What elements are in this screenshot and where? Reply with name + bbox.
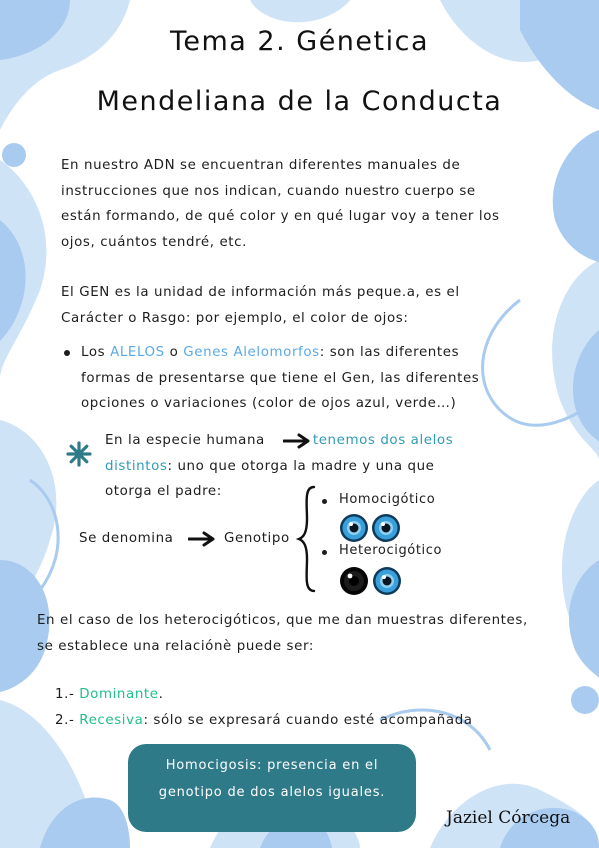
especie-line-3: otorga el padre:	[105, 484, 222, 499]
recesiva-term: Recesiva	[79, 712, 144, 728]
genotipo-label: Genotipo	[224, 531, 290, 546]
especie-line-1	[105, 428, 453, 454]
bullet-dot	[322, 550, 327, 555]
genes-alelomorfos-term: Genes Alelomorfos	[183, 345, 320, 360]
list-item-recesiva	[55, 708, 473, 734]
intro-line: instrucciones que nos indican, cuando nuestro cuerpo se	[61, 183, 476, 199]
relation-list	[55, 682, 473, 733]
blue-eye-icon	[339, 513, 369, 543]
alelos-line-2: formas de presentarse que tiene el Gen, las diferentes	[81, 370, 480, 386]
note-line-2: genotipo de dos alelos iguales.	[158, 785, 386, 800]
alelos-rest: : son las diferentes	[319, 345, 460, 360]
distintos-term: distintos	[105, 458, 168, 474]
gen-line: Carácter o Rasgo: por ejemplo, el color de ojos:	[61, 310, 409, 326]
dos-alelos-term: tenemos dos alelos	[312, 433, 454, 448]
flower-asterisk-icon	[66, 441, 92, 467]
list-item-dominante	[55, 682, 473, 708]
intro-line: están formando, de qué color y en qué lugar voy a tener los	[61, 209, 500, 224]
dominante-term: Dominante	[79, 687, 159, 702]
heterocigoticos-line: En el caso de los heterocigóticos, que me dan muestras diferentes,	[37, 613, 528, 628]
alelos-line-1	[81, 340, 479, 366]
se-denomina-label: Se denomina	[79, 531, 174, 546]
alelos-prefix: Los	[81, 345, 111, 360]
especie-text-2: : uno que otorga la madre y una que	[167, 458, 435, 474]
alelos-paragraph	[81, 340, 479, 417]
bullet-dot	[322, 499, 327, 504]
especie-line-2	[105, 454, 453, 480]
list-number: 1.-	[55, 687, 80, 702]
page-title-line-2: Mendeliana de la Conducta	[96, 86, 503, 117]
gen-line: El GEN es la unidad de información más peque.a, es el	[61, 285, 460, 300]
black-eye-icon	[339, 566, 369, 596]
intro-paragraph	[61, 153, 500, 255]
homocigosis-note-box	[128, 744, 416, 832]
list-rest: .	[158, 687, 164, 702]
author-signature: Jaziel Córcega	[446, 808, 571, 828]
homocigotico-label: Homocigótico	[339, 492, 436, 507]
page-title-line-1: Tema 2. Génetica	[169, 26, 430, 57]
heterocigoticos-line: se establece una relaciónè puede ser:	[37, 638, 314, 654]
blue-eye-icon	[371, 513, 401, 543]
gen-paragraph	[61, 280, 460, 331]
right-arrow-icon	[188, 531, 216, 547]
heterocigotico-label: Heterocigótico	[339, 543, 443, 558]
alelos-term: ALELOS	[110, 345, 165, 360]
right-arrow-icon	[283, 433, 311, 449]
left-curly-brace	[296, 484, 318, 594]
intro-line: En nuestro ADN se encuentran diferentes manuales de	[61, 158, 461, 173]
heterocigoticos-paragraph	[37, 608, 528, 659]
especie-text: En la especie humana	[105, 433, 265, 448]
intro-line: ojos, cuántos tendré, etc.	[61, 234, 247, 250]
alelos-connector: o	[164, 345, 184, 360]
blue-eye-icon	[372, 566, 402, 596]
list-number: 2.-	[55, 712, 80, 728]
alelos-line-3: opciones o variaciones (color de ojos azul, verde…)	[81, 396, 457, 411]
note-line-1: Homocigosis: presencia en el	[165, 758, 379, 773]
list-rest: : sólo se expresará cuando esté acompañada	[143, 712, 473, 728]
bullet-dot	[64, 350, 70, 356]
